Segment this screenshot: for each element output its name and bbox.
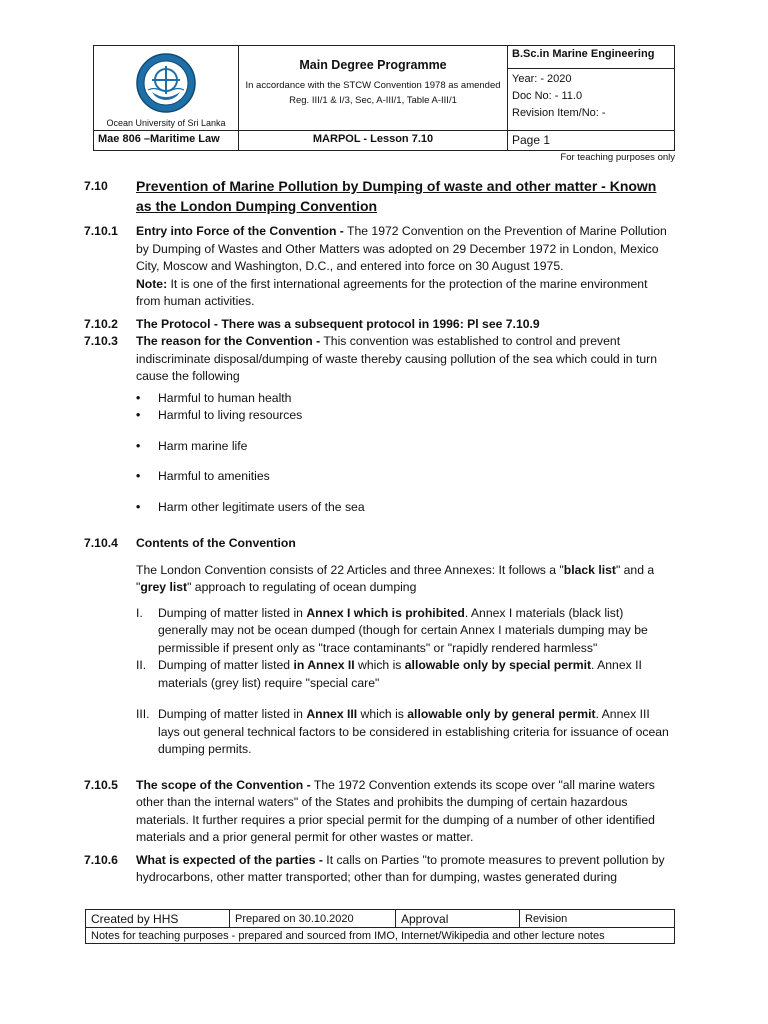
section-number: 7.10 — [84, 179, 108, 193]
annex-numeral: I. — [136, 605, 143, 620]
section-7-10-1 — [84, 223, 674, 311]
header-table — [93, 45, 675, 151]
section-number: 7.10.6 — [84, 852, 118, 867]
annex-text: Dumping of matter listed — [158, 658, 294, 672]
programme-cell — [239, 46, 508, 131]
university-logo-icon — [134, 52, 198, 114]
annex-text: . Annex III lays out general technical factors to be considered in establishing criteria for issuance of ocean dumping permits. — [158, 707, 669, 756]
doc-year: Year: - 2020 — [512, 72, 572, 85]
list-item: • Harmful to living resources — [136, 407, 674, 425]
section-number: 7.10.3 — [84, 334, 118, 348]
intro-text: The London Convention consists of 22 Articles and three Annexes: It follows a " — [136, 562, 564, 577]
section-body — [136, 223, 674, 311]
annex-list — [136, 605, 674, 759]
document-body — [84, 176, 674, 887]
section-heading: The scope of the Convention - — [136, 777, 311, 792]
section-heading: What is expected of the parties - — [136, 852, 323, 867]
annex-text: which is — [357, 707, 408, 721]
annex-numeral: II. — [136, 658, 147, 672]
section-heading: The reason for the Convention - — [136, 334, 321, 348]
annex-item — [136, 706, 674, 759]
logo-cell — [94, 46, 239, 131]
intro-text: " and a " — [136, 562, 655, 594]
section-7-10-4 — [84, 535, 674, 759]
degree-name: B.Sc.in Marine Engineering — [508, 46, 675, 69]
section-text: It calls on Parties "to promote measures to prevent pollution by hydrocarbons, other matter transported; other than for dumping, wastes generated during — [136, 852, 665, 884]
annex-text: which is — [354, 658, 405, 672]
section-number: 7.10.4 — [84, 536, 118, 550]
list-item: • Harm marine life — [136, 438, 674, 456]
doc-revision: Revision Item/No: - — [512, 106, 606, 119]
annex-text: Dumping of matter listed in — [158, 605, 307, 620]
section-intro — [136, 562, 674, 597]
section-text: This convention was established to control and prevent indiscriminate disposal/dumping of waste thereby causing pollution of the sea which could in turn cause the following — [136, 334, 657, 383]
section-text: The Protocol - There was a subsequent protocol in 1996: Pl see 7.10.9 — [136, 316, 540, 331]
annex-item — [136, 657, 674, 692]
section-7-10-6 — [84, 852, 674, 887]
section-number: 7.10.2 — [84, 316, 118, 331]
revision: Revision — [520, 910, 675, 928]
section-body — [136, 333, 674, 516]
list-item: • Harmful to amenities — [136, 468, 674, 486]
grey-list-term: grey list — [140, 580, 188, 594]
page-number: Page 1 — [508, 131, 675, 151]
course-code: Mae 806 –Maritime Law — [94, 131, 239, 151]
annex-term: in Annex II — [293, 658, 355, 672]
university-name: Ocean University of Sri Lanka — [106, 118, 226, 128]
section-heading: Contents of the Convention — [136, 536, 296, 550]
section-number: 7.10.1 — [84, 224, 118, 238]
bullet-list — [136, 390, 674, 517]
annex-text: . Annex I materials (black list) generally may not be ocean dumped (though for certain Annex I materials dumping may be permissible if present only as "trace contaminants" or "rapidly rendered harmless" — [158, 605, 648, 655]
created-by: Created by HHS — [86, 910, 230, 928]
section-text: The 1972 Convention on the Prevention of Marine Pollution by Dumping of Wastes and Other Matters was adopted on 29 December 1972 in London, Mexico City, Moscow and Washington, D.C., and entered into force on 30 August 1975. — [136, 224, 667, 273]
document-meta — [508, 68, 675, 130]
section-7-10-3 — [84, 333, 674, 516]
section-number: 7.10.5 — [84, 777, 118, 792]
annex-text: . Annex II materials (grey list) require "special care" — [158, 658, 642, 690]
teaching-note: For teaching purposes only — [560, 152, 675, 163]
annex-text: Dumping of matter listed in — [158, 707, 307, 721]
section-7-10-5 — [84, 777, 674, 847]
doc-number: Doc No: - 11.0 — [512, 89, 583, 102]
note-label: Note: — [136, 276, 168, 291]
annex-item — [136, 605, 674, 658]
programme-regulations: Reg. III/1 & I/3, Sec, A-III/1, Table A-III/1 — [289, 95, 457, 106]
section-heading: Entry into Force of the Convention - — [136, 224, 344, 238]
section-body — [136, 852, 674, 887]
footer-notes: Notes for teaching purposes - prepared and sourced from IMO, Internet/Wikipedia and other lecture notes — [86, 928, 675, 944]
annex-term: Annex III — [306, 707, 358, 721]
black-list-term: black list — [563, 562, 616, 577]
annex-numeral: III. — [136, 707, 150, 721]
annex-permit: allowable only by general permit — [407, 707, 596, 721]
intro-text: " approach to regulating of ocean dumping — [187, 580, 417, 594]
section-7-10 — [84, 176, 674, 216]
section-title: Prevention of Marine Pollution by Dumping of waste and other matter - Known as the London Dumping Convention — [136, 178, 657, 214]
programme-title: Main Degree Programme — [299, 58, 447, 72]
section-body — [136, 535, 674, 759]
list-item: • Harmful to human health — [136, 390, 674, 408]
annex-term: Annex I which is prohibited — [306, 605, 465, 620]
lesson-title: MARPOL - Lesson 7.10 — [239, 131, 508, 151]
section-7-10-2 — [84, 316, 674, 334]
list-item: • Harm other legitimate users of the sea — [136, 499, 674, 517]
footer-table — [85, 909, 675, 944]
note-text: It is one of the first international agreements for the protection of the marine environment from human activities. — [136, 276, 648, 308]
section-body — [136, 777, 674, 847]
programme-convention: In accordance with the STCW Convention 1978 as amended — [245, 80, 501, 91]
section-text: The 1972 Convention extends its scope over "all marine waters other than the internal waters" of the States and prohibits the dumping of certain hazardous materials. It further requires a prior special permit for the dumping of a number of other identified materials and a prior general permit for other wastes or matter. — [136, 777, 655, 844]
approval: Approval — [396, 910, 520, 928]
prepared-on: Prepared on 30.10.2020 — [230, 910, 396, 928]
annex-permit: allowable only by special permit — [404, 658, 592, 672]
